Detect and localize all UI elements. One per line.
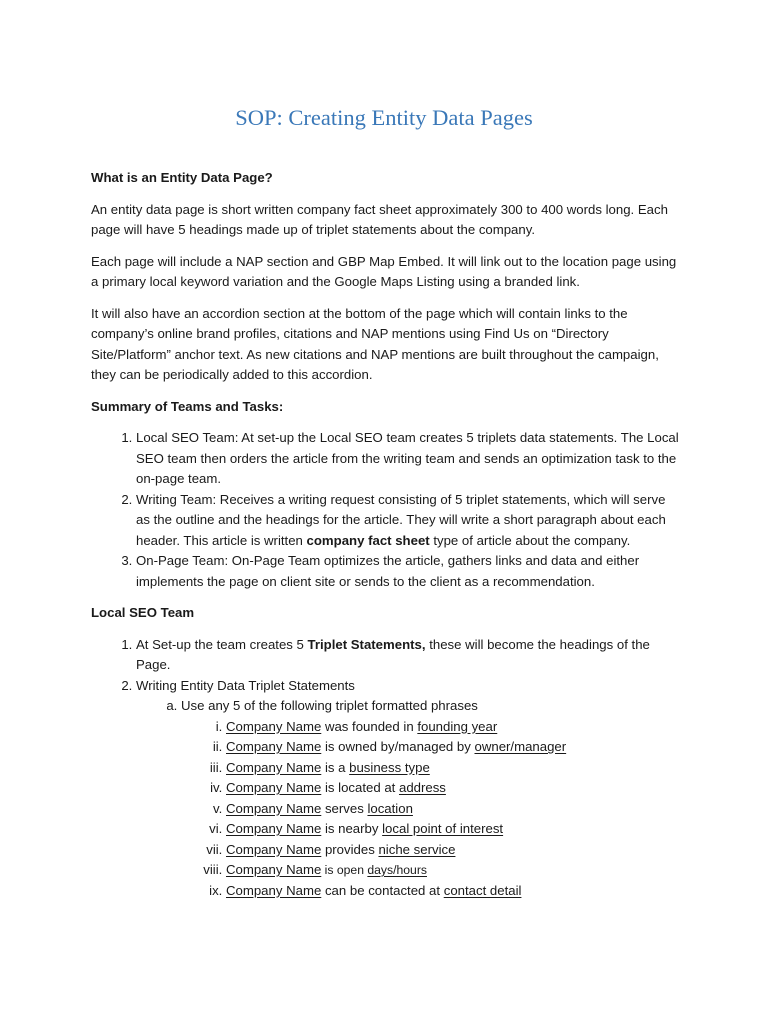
heading-summary: Summary of Teams and Tasks:: [91, 398, 284, 414]
heading-what-is: What is an Entity Data Page?: [91, 170, 273, 185]
paragraph: It will also have an accordion section at the bottom of the page which will contain links to the company’s online brand profiles, citations and NAP mentions using Find Us on “Directory Site/Platform” anchor text. As new citations and NAP mentions are built throughout the campaign, they can be periodically added to this accordion.: [91, 305, 659, 382]
heading-local-seo-team: Local SEO Team: [91, 605, 195, 620]
page-title: SOP: Creating Entity Data Pages: [235, 105, 533, 130]
list-item: 2. Writing Entity Data Triplet Statements a. Use any 5 of the following triplet formatted phrases i. Company Name was founded in founding year ii. Company Name is owned by/managed by owner/manager iii. Company Name is a business type iv. Company Name is located at address v. Company Name serves location vi. Company Name is nearby local point of interest vii. Company Name provides niche service viii. Company Name is open days/hours ix. Company Name can be contacted at contact detail: [136, 676, 680, 902]
document-body: [91, 168, 680, 912]
list-item: 2. Writing Team: Receives a writing request consisting of 5 triplet statements, which will serve as the outline and the headings for the article. They will write a short paragraph about each header. This article is written company fact sheet type of article about the company.: [136, 490, 680, 552]
triplet-phrase: iii. Company Name is a business type: [226, 758, 680, 779]
sub-list: [136, 696, 680, 901]
list-item: a. Use any 5 of the following triplet formatted phrases i. Company Name was founded in founding year ii. Company Name is owned by/managed by owner/manager iii. Company Name is a business type iv. Company Name is located at address v. Company Name serves location vi. Company Name is nearby local point of interest vii. Company Name provides niche service viii. Company Name is open days/hours ix. Company Name can be contacted at contact detail: [181, 696, 680, 901]
triplet-phrase: viii. Company Name is open days/hours: [226, 860, 680, 881]
paragraph: Each page will include a NAP section and GBP Map Embed. It will link out to the location page using a primary local keyword variation and the Google Maps Listing using a branded link.: [91, 253, 677, 289]
triplet-phrase: iv. Company Name is located at address: [226, 778, 680, 799]
paragraph: An entity data page is short written company fact sheet approximately 300 to 400 words long. Each page will have 5 headings made up of triplet statements about the company.: [91, 201, 668, 237]
local-seo-list: [91, 635, 680, 902]
triplet-phrase: i. Company Name was founded in founding year: [226, 717, 680, 738]
list-item: 1. Local SEO Team: At set-up the Local SEO team creates 5 triplets data statements. The Local SEO team then orders the article from the writing team and sends an optimization task to the on-page team.: [136, 428, 680, 490]
teams-list: [91, 428, 680, 592]
triplet-phrase: ix. Company Name can be contacted at contact detail: [226, 881, 680, 902]
list-item: 1. At Set-up the team creates 5 Triplet Statements, these will become the headings of the Page.: [136, 635, 680, 676]
triplet-phrase-list: [181, 717, 680, 902]
list-item: 3. On-Page Team: On-Page Team optimizes the article, gathers links and data and either implements the page on client site or sends to the client as a recommendation.: [136, 551, 680, 592]
triplet-phrase: vi. Company Name is nearby local point of interest: [226, 819, 680, 840]
triplet-phrase: v. Company Name serves location: [226, 799, 680, 820]
triplet-phrase: vii. Company Name provides niche service: [226, 840, 680, 861]
triplet-phrase: ii. Company Name is owned by/managed by owner/manager: [226, 737, 680, 758]
